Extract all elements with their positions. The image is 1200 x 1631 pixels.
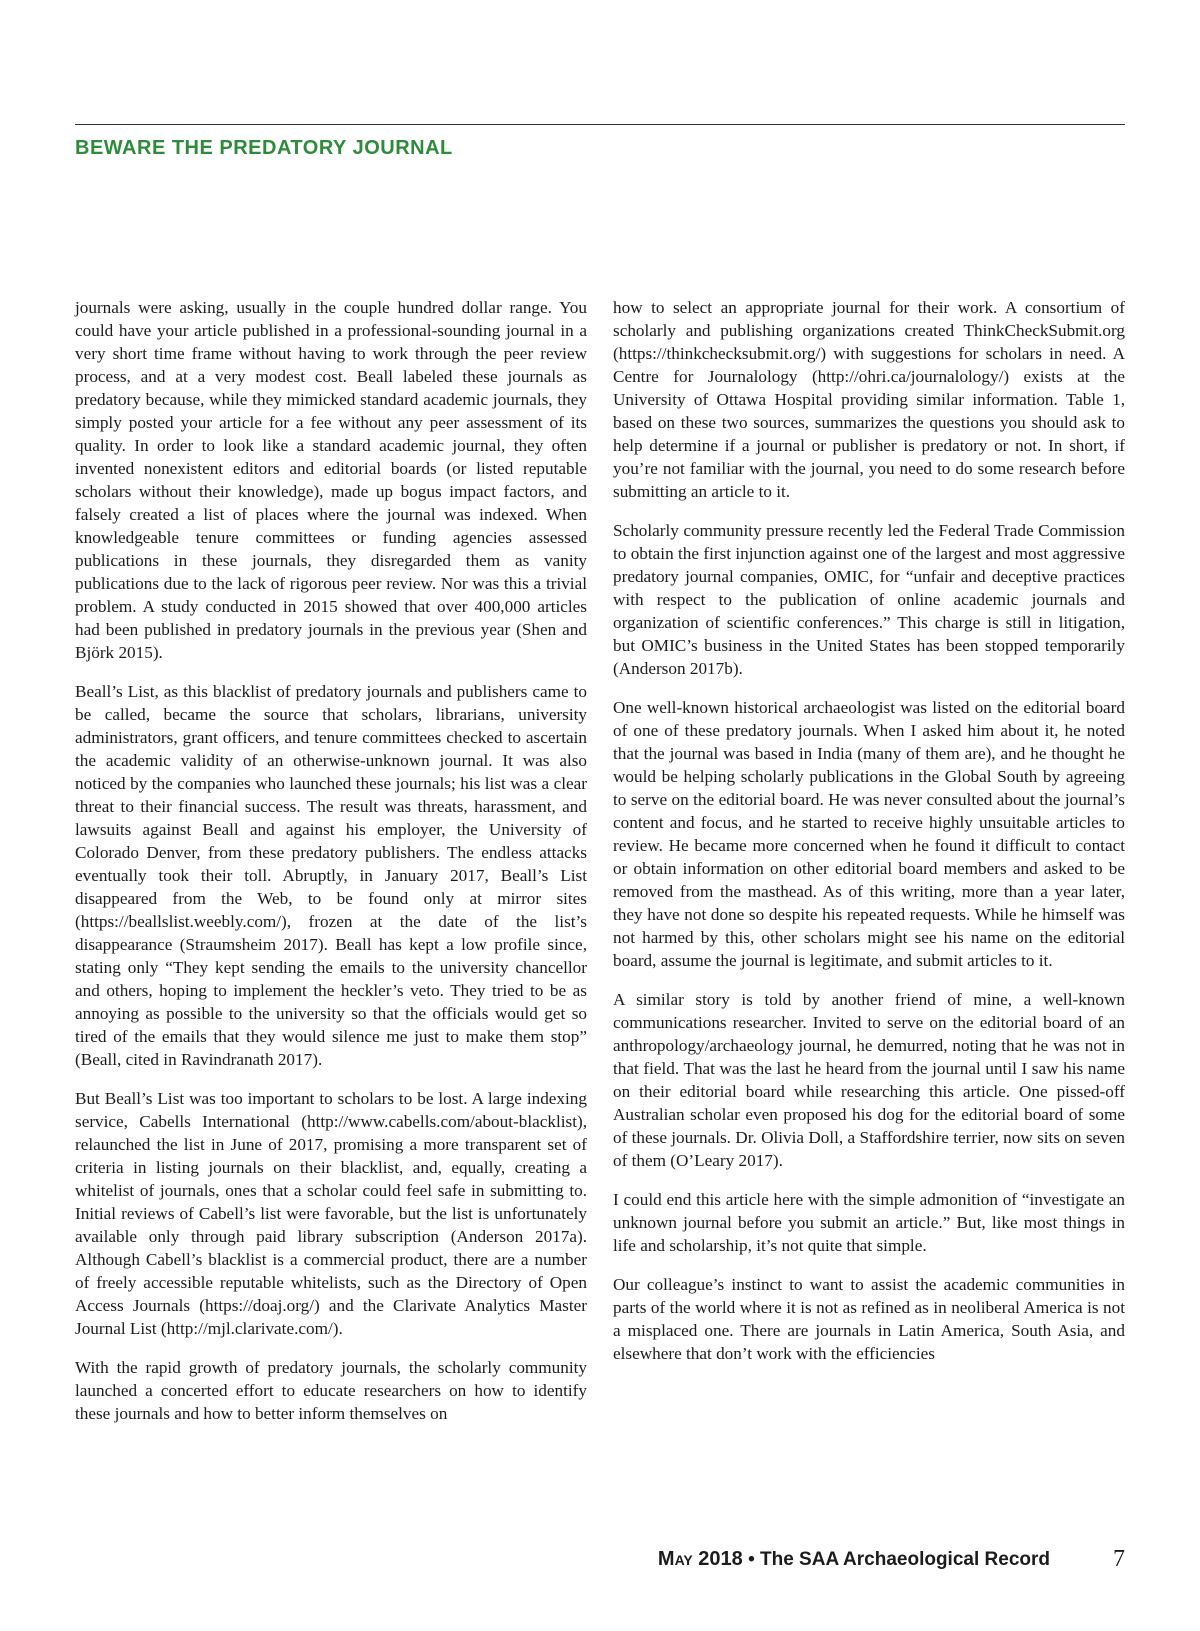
paragraph: Beall’s List, as this blacklist of predatory journals and publishers came to be called, became the source that scholars, librarians, university administrators, grant officers, and tenure committees checked to ascertain the academic validity of an otherwise-unknown journal. It was also noticed by the companies who launched these journals; his list was a clear threat to their financial success. The result was threats, harassment, and lawsuits against Beall and against his employer, the University of Colorado Denver, from these predatory publishers. The endless attacks eventually took their toll. Abruptly, in January 2017, Beall’s List disappeared from the Web, to be found only at mirror sites (https://beallslist.weebly.com/), frozen at the date of the list’s disappearance (Straumsheim 2017). Beall has kept a low profile since, stating only “They kept sending the emails to the university chancellor and others, hoping to implement the heckler’s veto. They tried to be as annoying as possible to the university so that the officials would get so tired of the emails that they would silence me just to make them stop” (Beall, cited in Ravindranath 2017). <box>75 682 587 1069</box>
header-rule <box>75 124 1125 125</box>
paragraph: With the rapid growth of predatory journals, the scholarly community launched a concerted effort to educate researchers on how to identify these journals and how to better inform themselves on <box>75 1358 587 1423</box>
paragraph: Our colleague’s instinct to want to assist the academic communities in parts of the world where it is not as refined as in neoliberal America is not a misplaced one. There are journals in Latin America, South Asia, and elsewhere that don’t work with the efficiencies <box>613 1275 1125 1363</box>
left-column <box>75 296 587 1441</box>
section-title: BEWARE THE PREDATORY JOURNAL <box>75 137 453 159</box>
footer-issue-line <box>658 1548 1050 1571</box>
page-number: 7 <box>1113 1546 1125 1572</box>
page-footer <box>0 1548 1200 1578</box>
paragraph: journals were asking, usually in the couple hundred dollar range. You could have your article published in a professional-sounding journal in a very short time frame without having to work through the peer review process, and at a very modest cost. Beall labeled these journals as predatory because, while they mimicked standard academic journals, they simply posted your article for a fee without any peer assessment of its quality. In order to look like a standard academic journal, they often invented nonexistent editors and editorial boards (or listed reputable scholars without their knowledge), made up bogus impact factors, and falsely created a list of places where the journal was indexed. When knowledgeable tenure committees or funding agencies assessed publications in these journals, they disregarded them as vanity publications due to the lack of rigorous peer review. Nor was this a trivial problem. A study conducted in 2015 showed that over 400,000 articles had been published in predatory journals in the previous year (Shen and Björk 2015). <box>75 298 587 662</box>
paragraph: But Beall’s List was too important to scholars to be lost. A large indexing service, Cabells International (http://www.cabells.com/about-blacklist), relaunched the list in June of 2017, promising a more transparent set of criteria in listing journals on their blacklist, and, equally, creating a whitelist of journals, ones that a scholar could feel safe in submitting to. Initial reviews of Cabell’s list were favorable, but the list is unfortunately available only through paid library subscription (Anderson 2017a). Although Cabell’s blacklist is a commercial product, there are a number of freely accessible reputable whitelists, such as the Directory of Open Access Journals (https://doaj.org/) and the Clarivate Analytics Master Journal List (http://mjl.clarivate.com/). <box>75 1089 587 1338</box>
right-column <box>613 296 1125 1381</box>
paragraph: Scholarly community pressure recently led the Federal Trade Commission to obtain the first injunction against one of the largest and most aggressive predatory journal companies, OMIC, for “unfair and deceptive practices with respect to the publication of online academic journals and organization of scientific conferences.” This charge is still in litigation, but OMIC’s business in the United States has been stopped temporarily (Anderson 2017b). <box>613 521 1125 678</box>
footer-month: May 2018 <box>657 1548 743 1570</box>
paragraph: how to select an appropriate journal for their work. A consortium of scholarly and publishing organizations created ThinkCheckSubmit.org (https://thinkchecksubmit.org/) with suggestions for scholars in need. A Centre for Journalology (http://ohri.ca/journalology/) exists at the University of Ottawa Hospital providing similar information. Table 1, based on these two sources, summarizes the questions you should ask to help determine if a journal or publisher is predatory or not. In short, if you’re not familiar with the journal, you need to do some research before submitting an article to it. <box>613 298 1125 501</box>
footer-separator: • <box>748 1549 755 1570</box>
paragraph: One well-known historical archaeologist was listed on the editorial board of one of these predatory journals. When I asked him about it, he noted that the journal was based in India (many of them are), and he thought he would be helping scholarly publications in the Global South by agreeing to serve on the editorial board. He was never consulted about the journal’s content and focus, and he started to receive highly unsuitable articles to review. He became more concerned when he found it difficult to contact or obtain information on other editorial board members and asked to be removed from the masthead. As of this writing, more than a year later, they have not done so despite his repeated requests. While he himself was not harmed by this, other scholars might see his name on the editorial board, assume the journal is legitimate, and submit articles to it. <box>613 698 1125 970</box>
footer-publication: The SAA Archaeological Record <box>760 1549 1050 1570</box>
paragraph: A similar story is told by another friend of mine, a well-known communications researcher. Invited to serve on the editorial board of an anthropology/archaeology journal, he demurred, noting that he was not in that field. That was the last he heard from the journal until I saw his name on their editorial board while researching this article. One pissed-off Australian scholar even proposed his dog for the editorial board of some of these journals. Dr. Olivia Doll, a Staffordshire terrier, now sits on seven of them (O’Leary 2017). <box>613 990 1125 1170</box>
paragraph: I could end this article here with the simple admonition of “investigate an unknown journal before you submit an article.” But, like most things in life and scholarship, it’s not quite that simple. <box>613 1190 1125 1255</box>
